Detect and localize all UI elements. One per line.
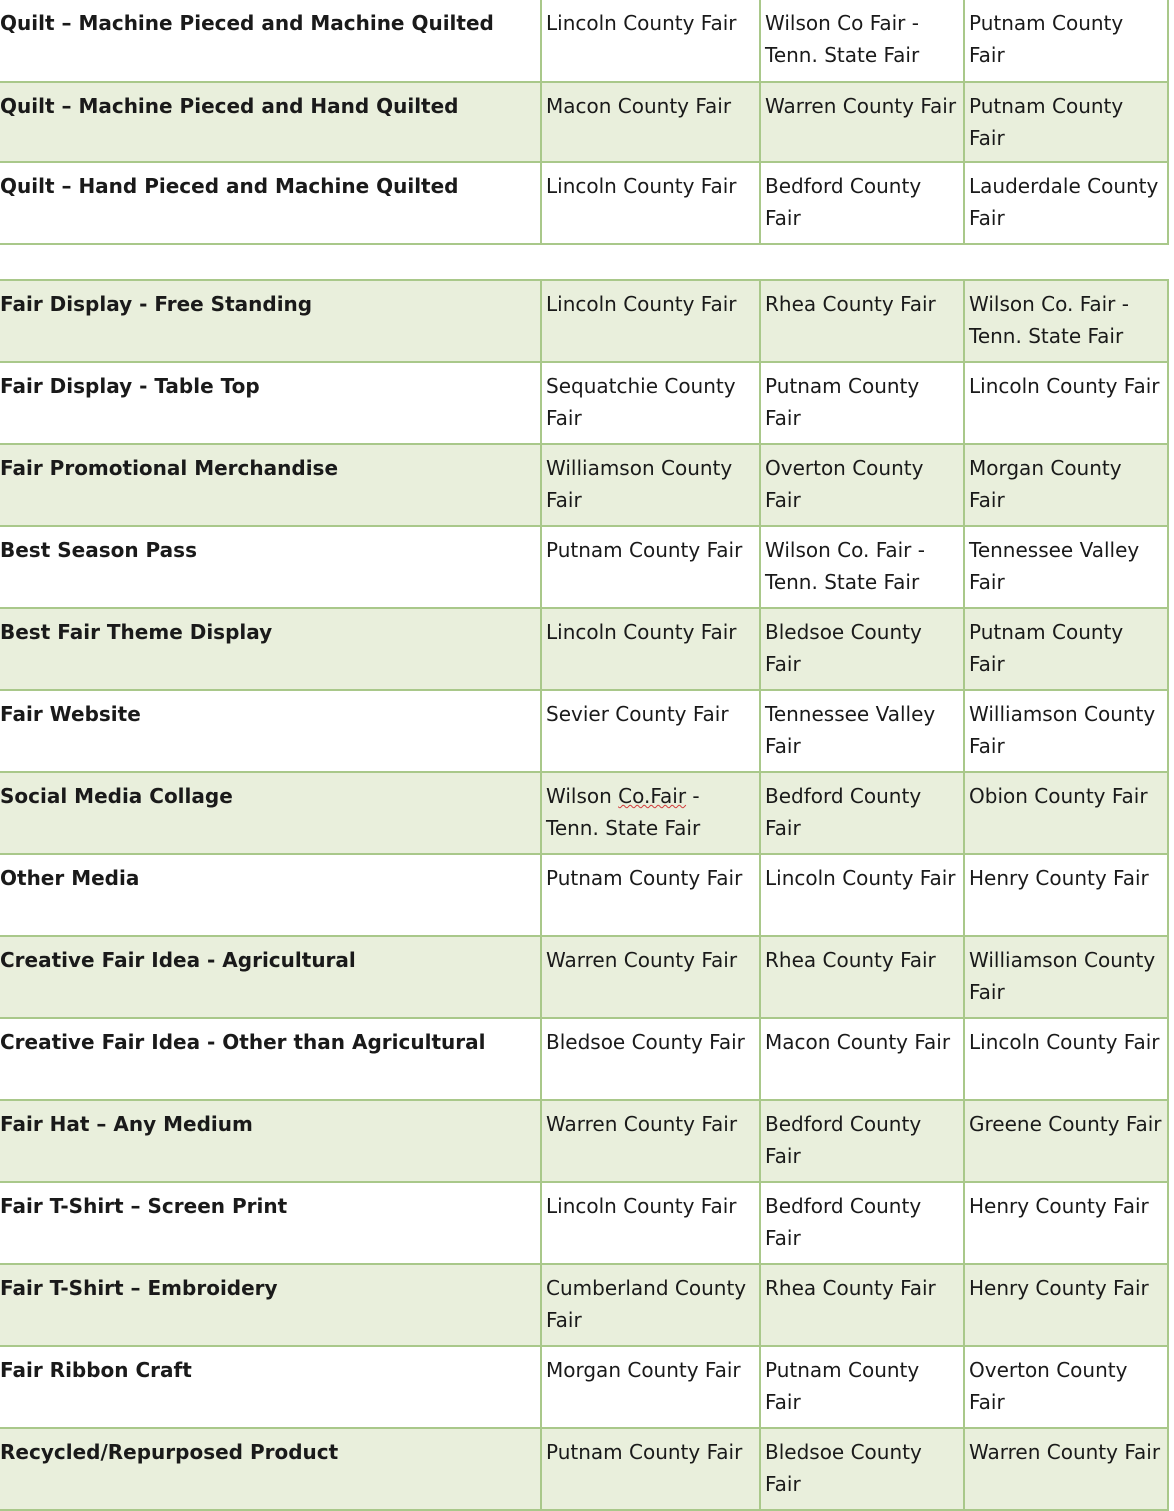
second-place-cell: Bedford County Fair xyxy=(760,772,964,854)
first-place-cell: Putnam County Fair xyxy=(541,526,760,608)
first-place-cell: Morgan County Fair xyxy=(541,1346,760,1428)
third-place-cell: Henry County Fair xyxy=(964,1264,1168,1346)
category-cell: Fair T-Shirt – Screen Print xyxy=(0,1182,541,1264)
category-cell: Quilt – Machine Pieced and Machine Quilted xyxy=(0,0,541,82)
second-place-cell: Bledsoe County Fair xyxy=(760,1428,964,1510)
category-cell: Fair T-Shirt – Embroidery xyxy=(0,1264,541,1346)
first-place-cell: Sequatchie County Fair xyxy=(541,362,760,444)
first-place-cell: Lincoln County Fair xyxy=(541,0,760,82)
first-place-cell: Bledsoe County Fair xyxy=(541,1018,760,1100)
second-place-cell: Putnam County Fair xyxy=(760,362,964,444)
first-place-cell: Putnam County Fair xyxy=(541,1428,760,1510)
table-row xyxy=(0,526,1168,608)
table-row xyxy=(0,162,1168,244)
second-place-cell: Wilson Co. Fair - Tenn. State Fair xyxy=(760,526,964,608)
third-place-cell: Wilson Co. Fair - Tenn. State Fair xyxy=(964,280,1168,362)
first-place-cell: Lincoln County Fair xyxy=(541,280,760,362)
third-place-cell: Putnam County Fair xyxy=(964,0,1168,82)
second-place-cell: Bledsoe County Fair xyxy=(760,608,964,690)
category-cell: Recycled/Repurposed Product xyxy=(0,1428,541,1510)
table-row xyxy=(0,82,1168,162)
category-cell: Quilt – Machine Pieced and Hand Quilted xyxy=(0,82,541,162)
second-place-cell: Bedford County Fair xyxy=(760,1182,964,1264)
first-place-cell: Lincoln County Fair xyxy=(541,162,760,244)
second-place-cell: Rhea County Fair xyxy=(760,280,964,362)
table-row xyxy=(0,1428,1168,1510)
first-place-cell: Lincoln County Fair xyxy=(541,608,760,690)
table-row xyxy=(0,444,1168,526)
first-place-text: - Tenn. State Fair xyxy=(546,784,701,840)
third-place-cell: Obion County Fair xyxy=(964,772,1168,854)
second-place-cell: Wilson Co Fair - Tenn. State Fair xyxy=(760,0,964,82)
category-cell: Best Season Pass xyxy=(0,526,541,608)
first-place-cell: Williamson County Fair xyxy=(541,444,760,526)
third-place-cell: Williamson County Fair xyxy=(964,690,1168,772)
table-row xyxy=(0,1264,1168,1346)
category-cell: Creative Fair Idea - Agricultural xyxy=(0,936,541,1018)
first-place-text: Wilson xyxy=(546,784,619,808)
third-place-cell: Tennessee Valley Fair xyxy=(964,526,1168,608)
category-cell: Fair Ribbon Craft xyxy=(0,1346,541,1428)
third-place-cell: Putnam County Fair xyxy=(964,82,1168,162)
table-row xyxy=(0,690,1168,772)
second-place-cell: Overton County Fair xyxy=(760,444,964,526)
second-place-cell: Lincoln County Fair xyxy=(760,854,964,936)
first-place-cell: Lincoln County Fair xyxy=(541,1182,760,1264)
category-cell: Best Fair Theme Display xyxy=(0,608,541,690)
third-place-cell: Lincoln County Fair xyxy=(964,362,1168,444)
category-cell: Fair Website xyxy=(0,690,541,772)
table-row xyxy=(0,1100,1168,1182)
table-row xyxy=(0,0,1168,82)
category-cell: Fair Display - Free Standing xyxy=(0,280,541,362)
second-place-cell: Warren County Fair xyxy=(760,82,964,162)
spelling-flagged-text: Co.Fair xyxy=(618,784,687,808)
second-place-cell: Bedford County Fair xyxy=(760,162,964,244)
first-place-cell: Macon County Fair xyxy=(541,82,760,162)
second-place-cell: Rhea County Fair xyxy=(760,936,964,1018)
table-row xyxy=(0,280,1168,362)
first-place-cell: Warren County Fair xyxy=(541,1100,760,1182)
third-place-cell: Putnam County Fair xyxy=(964,608,1168,690)
first-place-cell: Warren County Fair xyxy=(541,936,760,1018)
category-cell: Quilt – Hand Pieced and Machine Quilted xyxy=(0,162,541,244)
table-row xyxy=(0,854,1168,936)
third-place-cell: Warren County Fair xyxy=(964,1428,1168,1510)
second-place-cell: Rhea County Fair xyxy=(760,1264,964,1346)
third-place-cell: Lincoln County Fair xyxy=(964,1018,1168,1100)
second-place-cell: Macon County Fair xyxy=(760,1018,964,1100)
third-place-cell: Lauderdale County Fair xyxy=(964,162,1168,244)
category-cell: Other Media xyxy=(0,854,541,936)
first-place-cell: Putnam County Fair xyxy=(541,854,760,936)
category-cell: Social Media Collage xyxy=(0,772,541,854)
quilt-awards-table xyxy=(0,0,1169,245)
category-cell: Fair Display - Table Top xyxy=(0,362,541,444)
first-place-cell xyxy=(541,772,760,854)
category-cell: Fair Promotional Merchandise xyxy=(0,444,541,526)
table-row xyxy=(0,1346,1168,1428)
first-place-cell: Sevier County Fair xyxy=(541,690,760,772)
third-place-cell: Henry County Fair xyxy=(964,854,1168,936)
category-cell: Creative Fair Idea - Other than Agricultural xyxy=(0,1018,541,1100)
table-row xyxy=(0,362,1168,444)
fair-awards-table xyxy=(0,279,1169,1511)
table-row xyxy=(0,936,1168,1018)
third-place-cell: Henry County Fair xyxy=(964,1182,1168,1264)
table-row xyxy=(0,1182,1168,1264)
table-row xyxy=(0,1018,1168,1100)
second-place-cell: Bedford County Fair xyxy=(760,1100,964,1182)
third-place-cell: Overton County Fair xyxy=(964,1346,1168,1428)
second-place-cell: Putnam County Fair xyxy=(760,1346,964,1428)
third-place-cell: Williamson County Fair xyxy=(964,936,1168,1018)
first-place-cell: Cumberland County Fair xyxy=(541,1264,760,1346)
table-row xyxy=(0,772,1168,854)
table-row xyxy=(0,608,1168,690)
second-place-cell: Tennessee Valley Fair xyxy=(760,690,964,772)
third-place-cell: Greene County Fair xyxy=(964,1100,1168,1182)
category-cell: Fair Hat – Any Medium xyxy=(0,1100,541,1182)
third-place-cell: Morgan County Fair xyxy=(964,444,1168,526)
